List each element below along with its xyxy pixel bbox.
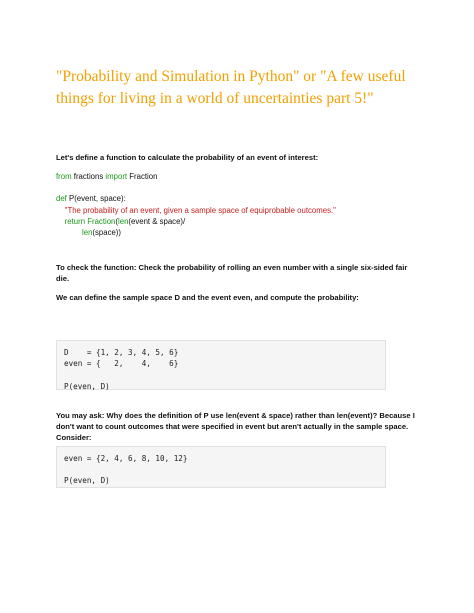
- intro-paragraph: Let's define a function to calculate the probability of an event of interest:: [56, 153, 319, 162]
- source-len-args-1: (event & space)/: [128, 216, 186, 226]
- source-def-signature: P(event, space):: [66, 194, 126, 204]
- code-cell-2-line-1: even = {2, 4, 6, 8, 10, 12}: [64, 454, 188, 463]
- source-module: fractions: [71, 172, 106, 181]
- source-keyword-from: from: [56, 172, 72, 181]
- code-cell-1-line-2: even = { 2, 4, 6}: [64, 359, 179, 369]
- source-fraction-call: Fraction: [87, 216, 116, 226]
- source-import-name: Fraction: [127, 172, 158, 181]
- code-cell-2-line-2: P(even, D): [64, 476, 110, 486]
- source-len-args-2: (space)): [92, 228, 122, 238]
- source-keyword-import: import: [105, 172, 128, 181]
- source-keyword-return: return: [64, 216, 86, 226]
- code-cell-1[interactable]: [56, 340, 386, 390]
- source-len-call-1: len: [118, 216, 129, 226]
- check-paragraph: To check the function: Check the probability of rolling an even number with a single six-sided fair die.: [56, 263, 410, 283]
- source-docstring: "The probability of an event, given a sample space of equiprobable outcomes.": [64, 205, 336, 215]
- code-cell-1-line-3: P(even, D): [64, 381, 110, 391]
- page-title: "Probability and Simulation in Python" or "A few useful things for living in a world of uncertainties part 5!": [56, 68, 406, 107]
- question-paragraph: You may ask: Why does the definition of P use len(event & space) rather than len(event)? Because I don't want to count outcomes that were specified in event but aren't actually in the sample space. Consider:: [56, 411, 417, 442]
- source-keyword-def: def: [56, 194, 67, 204]
- code-cell-1-line-1: D = {1, 2, 3, 4, 5, 6}: [64, 348, 179, 357]
- define-paragraph: We can define the sample space D and the event even, and compute the probability:: [56, 293, 359, 302]
- function-source-code: [56, 171, 336, 238]
- code-cell-2[interactable]: [56, 446, 386, 488]
- source-len-call-2: len: [82, 228, 93, 238]
- source-paren: (: [115, 216, 118, 226]
